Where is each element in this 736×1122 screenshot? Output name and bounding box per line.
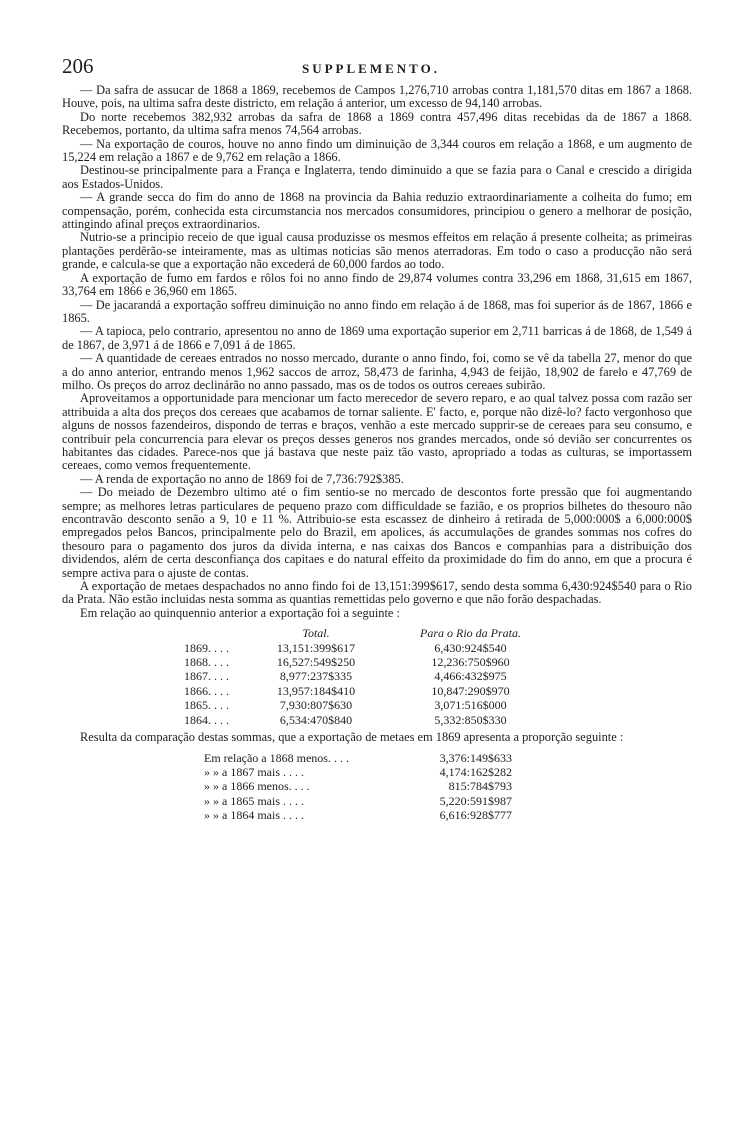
total-column-header: Total.	[302, 626, 330, 641]
table-row	[180, 655, 557, 669]
table-row	[200, 779, 516, 793]
difference-cell: 5,220:591$987	[439, 793, 512, 808]
year-cell: 1869. . . .	[184, 640, 229, 655]
year-cell: 1868. . . .	[184, 655, 229, 670]
paragraph: — De jacarandá a exportação soffreu diminuição no anno findo em relação á de 1868, mas foi superior ás de 1867, 1866 e 1865.	[62, 297, 692, 325]
year-cell: 1867. . . .	[184, 669, 229, 684]
paragraph: — A tapioca, pelo contrario, apresentou no anno de 1869 uma exportação superior em 2,711 barricas á de 1868, de 1,549 á de 1867, de 3,971 á de 1866 e 7,091 á de 1865.	[62, 324, 692, 352]
year-cell: 1864. . . .	[184, 712, 229, 727]
prata-cell: 4,466:432$975	[434, 669, 507, 684]
total-cell: 7,930:807$630	[279, 698, 353, 713]
table-row	[200, 765, 516, 779]
table-row	[180, 713, 557, 727]
prata-cell: 6,430:924$540	[434, 640, 507, 655]
year-column-header	[180, 626, 248, 640]
body-text	[62, 84, 692, 823]
difference-cell: 4,174:162$282	[439, 764, 512, 779]
metal-export-table	[180, 626, 557, 727]
relation-cell: » » a 1866 menos. . . .	[204, 779, 310, 794]
table-row	[180, 641, 557, 655]
total-cell: 13,957:184$410	[276, 683, 356, 698]
paragraph: Destinou-se principalmente para a França e Inglaterra, tendo diminuido a que se fazia para o Canal e crescido a dirigida aos Estados-Unidos.	[62, 163, 692, 191]
page-header	[62, 54, 692, 84]
paragraph: — Na exportação de couros, houve no anno findo um diminuição de 3,344 couros em relação a 1868, e um augmento de 15,224 em relação a 1867 e de 9,762 em relação a 1866.	[62, 136, 692, 165]
table-row	[200, 808, 516, 822]
paragraph: A exportação de fumo em fardos e rôlos foi no anno findo de 29,874 volumes contra 33,296 em 1868, 31,615 em 1867, 33,764 em 1866 e 36,960 em 1865.	[62, 270, 692, 299]
total-cell: 8,977:237$335	[279, 669, 353, 684]
table-row	[180, 698, 557, 712]
year-cell: 1866. . . .	[184, 683, 229, 698]
prata-cell: 12,236:750$960	[431, 655, 510, 670]
paragraph: — A renda de exportação no anno de 1869 foi de 7,736:792$385.	[80, 471, 404, 486]
comparison-table	[200, 751, 516, 823]
prata-column-header: Para o Rio da Prata.	[420, 626, 521, 641]
total-cell: 13,151:399$617	[276, 640, 356, 655]
difference-cell: 6,616:928$777	[439, 808, 512, 823]
difference-cell: 815:784$793	[448, 779, 512, 794]
relation-cell: Em relação a 1868 menos. . . .	[204, 750, 349, 765]
paragraph: A exportação de metaes despachados no anno findo foi de 13,151:399$617, sendo desta somma 6,430:924$540 para o Rio da Prata. Não estão incluidas nesta somma as quantias remettidas pelo governo e que não forão despachadas.	[62, 579, 692, 607]
running-title: SUPPLEMENTO.	[302, 61, 440, 76]
paragraph: — Da safra de assucar de 1868 a 1869, recebemos de Campos 1,276,710 arrobas contra 1,181,570 ditas em 1867 a 1868. Houve, pois, na ultima safra deste districto, em relação á anterior, um excesso de 94,140 arrobas.	[62, 83, 692, 111]
page-number: 206	[62, 54, 94, 78]
paragraph: Do norte recebemos 382,932 arrobas da safra de 1868 a 1869 contra 457,496 ditas recebidas da de 1867 a 1868. Recebemos, portanto, da ultima safra menos 74,564 arrobas.	[62, 109, 692, 138]
relation-cell: » » a 1864 mais . . . .	[204, 808, 304, 823]
table-row	[180, 684, 557, 698]
prata-cell: 5,332:850$330	[434, 712, 507, 727]
paragraph: — Do meiado de Dezembro ultimo até o fim sentio-se no mercado de descontos forte pressão que foi augmentando sempre; as melhores letras particulares de pequeno prazo com difficuldade se fazião, e os proprios bilhetes do thesouro não encontravão desconto senão a 9, 10 e 11 %. Attribuio-se esta escassez de dinheiro á retirada de 5,000:000$ a 6,000:000$ empregados pelos Bancos, principalmente pelo do Brazil, em apolices, ás accumulações de grandes sommas nos cofres do thesouro para o pagamento dos juros da divida interna, e nas caixas dos Bancos e companhias para a distribuição dos dividendos, além de certa desconfiança dos capitaes e do natural effeito da proximidade do fim do anno, em que a procura é sempre activa para o ajuste de contas.	[62, 485, 692, 580]
table-row	[200, 751, 516, 765]
paragraph: — A grande secca do fim do anno de 1868 na provincia da Bahia reduzio extraordinariamente a colheita do fumo; em compensação, porém, conhecida esta circumstancia nos mercados consumidores, principiou o genero a melhorar de posição, attingindo afinal preços extraordinarios.	[62, 190, 692, 232]
table-row	[180, 669, 557, 683]
prata-cell: 3,071:516$000	[434, 698, 507, 713]
total-cell: 16,527:549$250	[276, 655, 356, 670]
difference-cell: 3,376:149$633	[439, 750, 512, 765]
paragraph: Aproveitamos a opportunidade para mencionar um facto merecedor de severo reparo, e ao qual talvez possa com razão ser attribuida a alta dos preços dos cereaes que acabamos de tornar saliente. E' facto, e, porque não dizê-lo? facto vergonhoso que alguns de nossos fazendeiros, dispondo de terras e braços, venhão a este mercado supprir-se de cereaes para seu consumo, e contribuir pela concurrencia para elevar os preços desses generos nos grandes mercados, onde só devião ser concurrentes os habitantes das cidades. Parece-nos que já bastava que neste paiz tão vasto, apropriado a todas as culturas, se importassem cereaes, como vemos frequentemente.	[62, 391, 692, 473]
year-cell: 1865. . . .	[184, 698, 229, 713]
paragraph: Em relação ao quinquennio anterior a exportação foi a seguinte :	[80, 605, 400, 620]
paragraph: Nutrio-se a principio receio de que igual causa produzisse os mesmos effeitos em relação á presente colheita; as primeiras plantações perdêrão-se inteiramente, mas as ultimas noticias são menos aterradoras. Em todo o caso a producção não será grande, e calcula-se que a exportação não excederá de 60,000 fardos ao todo.	[62, 230, 692, 272]
relation-cell: » » a 1867 mais . . . .	[204, 764, 304, 779]
relation-cell: » » a 1865 mais . . . .	[204, 793, 304, 808]
document-page	[62, 54, 692, 823]
paragraph: Resulta da comparação destas sommas, que a exportação de metaes em 1869 apresenta a proporção seguinte :	[80, 730, 624, 745]
table-header-row	[180, 626, 557, 640]
prata-cell: 10,847:290$970	[431, 683, 510, 698]
table-row	[200, 794, 516, 808]
paragraph: — A quantidade de cereaes entrados no nosso mercado, durante o anno findo, foi, como se vê da tabella 27, menor do que a do anno anterior, entrando menos 1,962 saccos de arroz, 58,473 de farinha, 4,943 de feijão, 18,902 de farelo e 47,769 de milho. Os preços do arroz declinárão no anno passado, mas os de todos os outros cereaes subirão.	[62, 351, 692, 392]
total-cell: 6,534:470$840	[279, 712, 353, 727]
